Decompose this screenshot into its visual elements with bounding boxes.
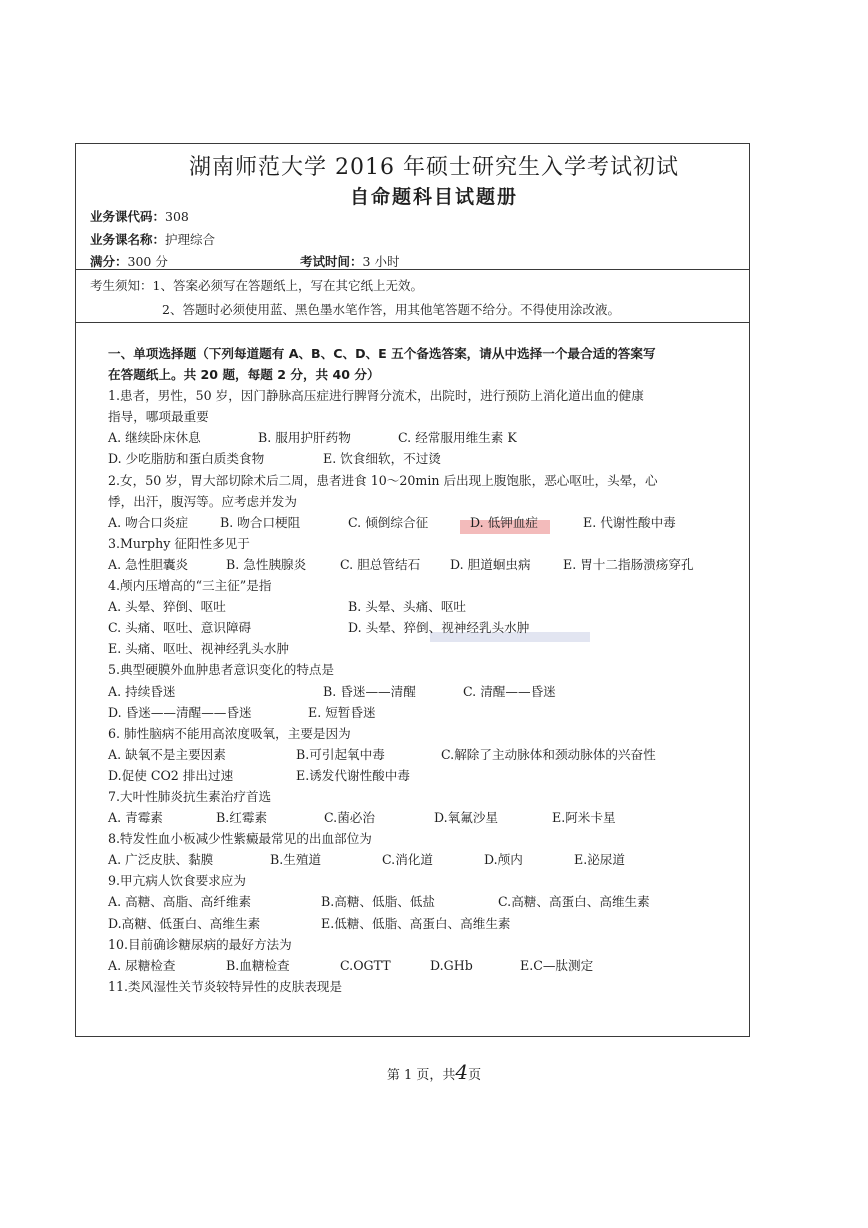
course-name-value: 护理综合 — [165, 232, 216, 247]
exam-time-row — [300, 252, 399, 270]
options-row — [108, 744, 743, 765]
options-row — [108, 638, 743, 659]
option-c: C.OGTT — [340, 957, 391, 973]
option-b: B. 头晕、头痛、呕吐 — [348, 599, 467, 615]
full-score-label: 满分： — [90, 254, 128, 269]
options-row — [108, 765, 743, 786]
section-heading-cont: 在答题纸上。共 20 题，每题 2 分，共 40 分） — [108, 367, 380, 383]
question-4: 4.颅内压增高的“三主征”是指 — [108, 578, 272, 594]
option-e: E.低糖、低脂、高蛋白、高维生素 — [321, 915, 511, 931]
options-row — [108, 596, 743, 617]
option-c: C. 经常服用维生素 K — [398, 430, 517, 446]
page-number-suffix: 页 — [468, 1068, 482, 1083]
option-b: B. 吻合口梗阻 — [220, 514, 301, 530]
course-name-label: 业务课名称： — [90, 232, 166, 247]
option-d: D.GHb — [430, 957, 473, 973]
options-row — [108, 913, 743, 934]
question-5: 5.典型硬膜外血肿患者意识变化的特点是 — [108, 662, 335, 678]
option-d: D.氧氟沙星 — [434, 810, 499, 826]
option-d: D. 胆道蛔虫病 — [450, 556, 531, 572]
notice-row-1 — [90, 276, 423, 294]
options-row — [108, 849, 743, 870]
option-d: D. 昏迷——清醒——昏迷 — [108, 704, 252, 720]
question-1: 1.患者，男性，50 岁，因门静脉高压症进行脾肾分流术，出院时，进行预防上消化道出血的健康 — [108, 388, 644, 404]
options-row — [108, 807, 743, 828]
options-row — [108, 512, 743, 533]
option-e: E.C—肽测定 — [520, 957, 594, 973]
questions-body — [108, 343, 743, 997]
option-a: A. 头晕、猝倒、呕吐 — [108, 599, 226, 615]
options-row — [108, 448, 743, 469]
question-8: 8.特发性血小板减少性紫癜最常见的出血部位为 — [108, 831, 372, 847]
option-b: B.生殖道 — [270, 852, 322, 868]
page-footer — [0, 1060, 868, 1084]
question-2-cont: 悸，出汗，腹泻等。应考虑并发为 — [108, 493, 297, 509]
question-6: 6. 肺性脑病不能用高浓度吸氧，主要是因为 — [108, 725, 351, 741]
option-d: D. 低钾血症 — [470, 514, 539, 530]
course-code-label: 业务课代码： — [90, 209, 166, 224]
notice-item-1: 1、答案必须写在答题纸上，写在其它纸上无效。 — [152, 278, 423, 293]
option-d: D.颅内 — [484, 852, 523, 868]
option-e: E. 胃十二指肠溃疡穿孔 — [563, 556, 694, 572]
exam-time-value: 3 小时 — [362, 254, 400, 269]
notice-item-2: 2、答题时必须使用蓝、黑色墨水笔作答，用其他笔答题不给分。不得使用涂改液。 — [162, 302, 620, 317]
question-3: 3.Murphy 征阳性多见于 — [108, 535, 250, 551]
options-row — [108, 427, 743, 448]
exam-title: 湖南师范大学 2016 年硕士研究生入学考试初试 — [189, 155, 679, 180]
option-d: D. 头晕、猝倒、视神经乳头水肿 — [348, 620, 530, 636]
course-code-value: 308 — [165, 209, 189, 224]
question-2: 2.女，50 岁，胃大部切除术后二周，患者进食 10～20min 后出现上腹饱胀，恶心呕吐，头晕，心 — [108, 472, 658, 488]
options-row — [108, 955, 743, 976]
options-row — [108, 891, 743, 912]
option-e: E.泌尿道 — [574, 852, 625, 868]
option-e: E.诱发代谢性酸中毒 — [296, 767, 410, 783]
option-c: C. 清醒——昏迷 — [463, 683, 556, 699]
options-row — [108, 681, 743, 702]
options-row — [108, 702, 743, 723]
section-heading: 一、单项选择题（下列每道题有 A、B、C、D、E 五个备选答案，请从中选择一个最合适的答案写 — [108, 346, 656, 361]
option-d: D.促使 CO2 排出过速 — [108, 767, 234, 783]
course-name-row — [90, 230, 215, 248]
option-a: A. 持续昏迷 — [108, 683, 176, 699]
option-a: A. 广泛皮肤、黏膜 — [108, 852, 214, 868]
option-e: E. 短暂昏迷 — [308, 704, 376, 720]
option-b: B.可引起氧中毒 — [296, 746, 385, 762]
option-e: E. 代谢性酸中毒 — [583, 514, 676, 530]
option-e: E.阿米卡星 — [552, 810, 616, 826]
option-c: C.消化道 — [382, 852, 433, 868]
option-a: A. 吻合口炎症 — [108, 514, 189, 530]
exam-time-label: 考试时间： — [300, 254, 363, 269]
option-a: A. 继续卧床休息 — [108, 430, 201, 446]
option-b: B. 昏迷——清醒 — [323, 683, 416, 699]
option-d: D.高糖、低蛋白、高维生素 — [108, 915, 261, 931]
option-a: A. 高糖、高脂、高纤维素 — [108, 894, 252, 910]
exam-subtitle: 自命题科目试题册 — [349, 186, 518, 208]
divider — [75, 322, 750, 323]
page-total: 4 — [455, 1060, 469, 1084]
option-a: A. 青霉素 — [108, 810, 163, 826]
question-1-cont: 指导，哪项最重要 — [108, 409, 209, 425]
notice-label: 考生须知： — [90, 278, 153, 293]
option-b: B. 急性胰腺炎 — [226, 556, 307, 572]
option-e: E. 饮食细软，不过烫 — [323, 451, 441, 467]
options-row — [108, 554, 743, 575]
options-row — [108, 617, 743, 638]
question-7: 7.大叶性肺炎抗生素治疗首选 — [108, 788, 272, 804]
question-9: 9.甲亢病人饮食要求应为 — [108, 873, 246, 889]
course-code-row — [90, 207, 189, 225]
option-c: C.菌必治 — [324, 810, 375, 826]
option-a: A. 缺氧不是主要因素 — [108, 746, 226, 762]
divider — [75, 269, 750, 270]
option-a: A. 急性胆囊炎 — [108, 556, 189, 572]
option-d: D. 少吃脂肪和蛋白质类食物 — [108, 451, 265, 467]
option-c: C.高糖、高蛋白、高维生素 — [498, 894, 650, 910]
option-a: A. 尿糖检查 — [108, 957, 176, 973]
option-c: C.解除了主动脉体和颈动脉体的兴奋性 — [441, 746, 656, 762]
option-c: C. 倾倒综合征 — [348, 514, 429, 530]
question-10: 10.目前确诊糖尿病的最好方法为 — [108, 936, 292, 952]
page-number-prefix: 第 1 页，共 — [386, 1068, 456, 1083]
option-b: B. 服用护肝药物 — [258, 430, 351, 446]
option-b: B.高糖、低脂、低盐 — [321, 894, 436, 910]
full-score-row — [90, 252, 168, 270]
full-score-value: 300 分 — [127, 254, 168, 269]
question-11: 11.类风湿性关节炎较特异性的皮肤表现是 — [108, 978, 343, 994]
option-e: E. 头痛、呕吐、视神经乳头水肿 — [108, 641, 289, 657]
option-b: B.红霉素 — [216, 810, 268, 826]
option-c: C. 胆总管结石 — [340, 556, 421, 572]
option-b: B.血糖检查 — [226, 957, 290, 973]
option-c: C. 头痛、呕吐、意识障碍 — [108, 620, 252, 636]
